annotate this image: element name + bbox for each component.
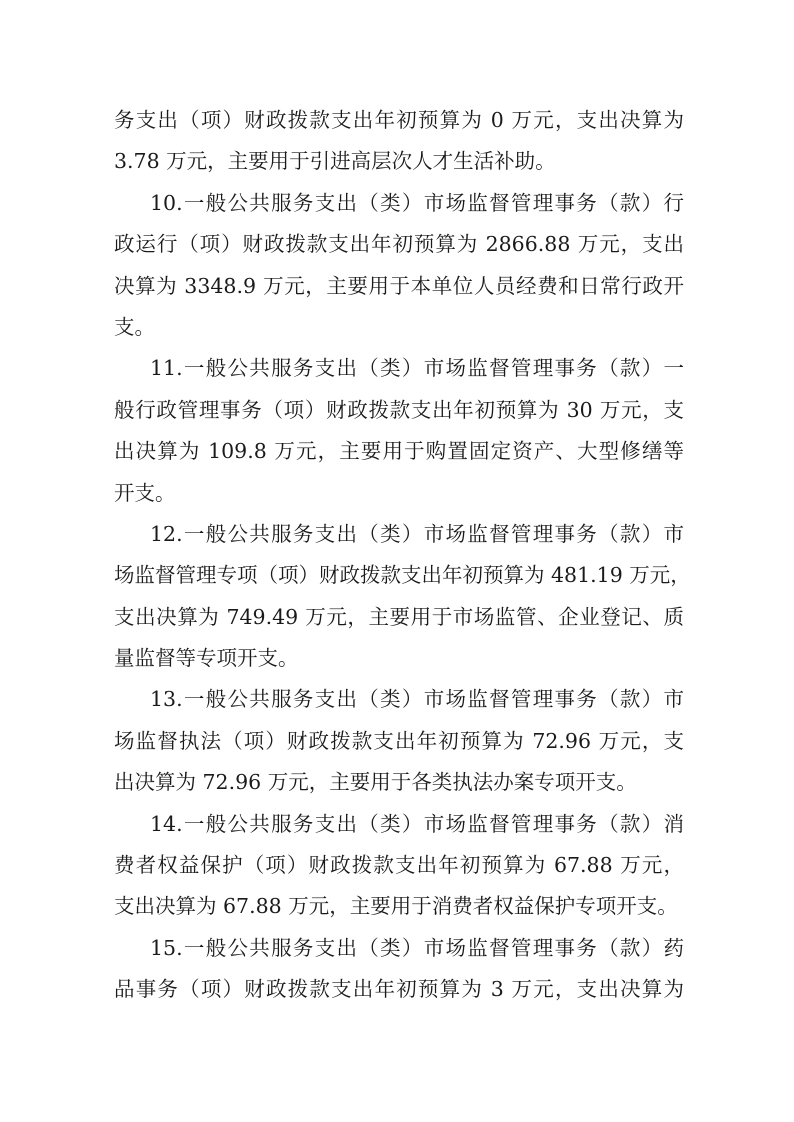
text-line: 品事务（项）财政拨款支出年初预算为 3 万元，支出决算为 [114, 977, 684, 1002]
paragraph-item-13 [114, 679, 684, 803]
text-line: 3.78 万元，主要用于引进高层次人才生活补助。 [114, 149, 556, 174]
text-line: 11.一般公共服务支出（类）市场监督管理事务（款）一 [150, 356, 684, 381]
paragraph-item-12 [114, 514, 691, 680]
paragraph-item-14 [114, 804, 684, 928]
text-line: 10.一般公共服务支出（类）市场监督管理事务（款）行 [150, 190, 684, 215]
text-line: 12.一般公共服务支出（类）市场监督管理事务（款）市 [150, 521, 684, 546]
text-line: 量监督等专项开支。 [114, 646, 299, 671]
text-line: 支。 [114, 314, 155, 339]
document-body [114, 100, 691, 1011]
text-line: 支出决算为 749.49 万元，主要用于市场监管、企业登记、质 [114, 604, 684, 629]
text-line: 支出决算为 67.88 万元，主要用于消费者权益保护专项开支。 [114, 894, 678, 919]
text-line: 开支。 [114, 480, 176, 505]
text-line: 场监督管理专项（项）财政拨款支出年初预算为 481.19 万元， [114, 563, 691, 588]
text-line: 场监督执法（项）财政拨款支出年初预算为 72.96 万元，支 [114, 728, 684, 753]
text-line: 14.一般公共服务支出（类）市场监督管理事务（款）消 [150, 811, 684, 836]
text-line: 15.一般公共服务支出（类）市场监督管理事务（款）药 [150, 935, 684, 960]
text-line: 费者权益保护（项）财政拨款支出年初预算为 67.88 万元， [114, 853, 684, 878]
text-line: 政运行（项）财政拨款支出年初预算为 2866.88 万元，支出 [114, 232, 684, 257]
text-line: 般行政管理事务（项）财政拨款支出年初预算为 30 万元，支 [114, 397, 684, 422]
text-line: 决算为 3348.9 万元，主要用于本单位人员经费和日常行政开 [114, 273, 684, 298]
text-line: 13.一般公共服务支出（类）市场监督管理事务（款）市 [150, 687, 684, 712]
paragraph-item-15 [114, 928, 684, 1011]
paragraph-item-9-continued [114, 100, 684, 183]
text-line: 出决算为 109.8 万元，主要用于购置固定资产、大型修缮等 [114, 439, 684, 464]
paragraph-item-10 [114, 183, 684, 349]
text-line: 出决算为 72.96 万元，主要用于各类执法办案专项开支。 [114, 770, 637, 795]
text-line: 务支出（项）财政拨款支出年初预算为 0 万元，支出决算为 [114, 108, 684, 132]
paragraph-item-11 [114, 348, 684, 514]
